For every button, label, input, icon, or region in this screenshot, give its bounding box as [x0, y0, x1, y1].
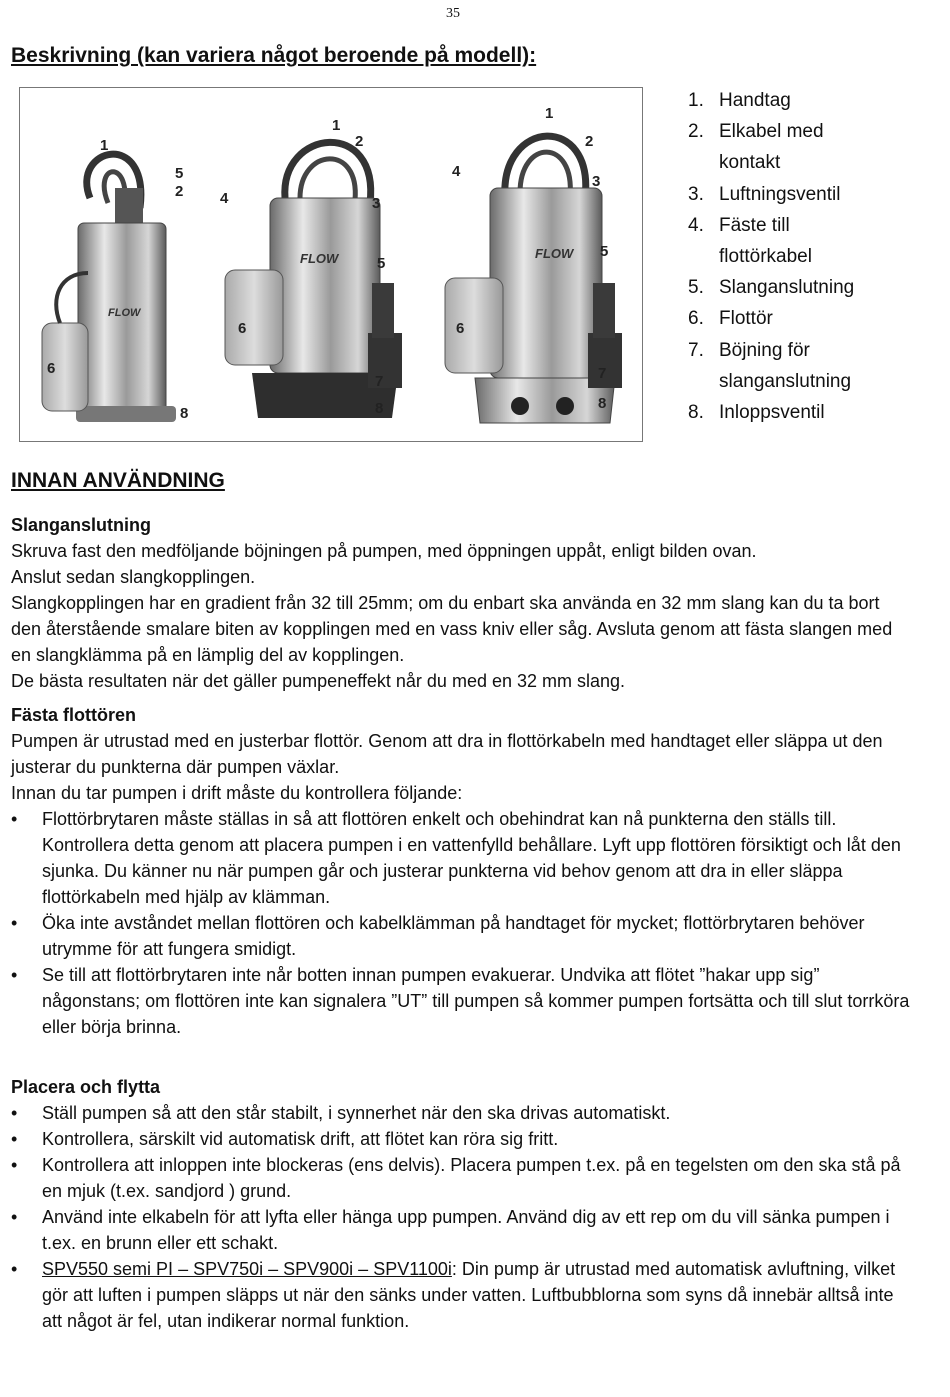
list-item: [11, 1100, 911, 1126]
legend-item: [688, 272, 879, 303]
list-item: [11, 910, 911, 962]
list-item-text: Använd inte elkabeln för att lyfta eller hänga upp pumpen. Använd dig av ett rep om du vill sänka pumpen i t.ex. en brunn eller ett schakt.: [42, 1207, 890, 1253]
legend-label: Böjning för slanganslutning: [719, 339, 852, 392]
list-item: [11, 962, 911, 1040]
legend-number: 2.: [688, 121, 704, 143]
callout-6c: 6: [456, 320, 465, 337]
callout-6: 6: [47, 360, 56, 377]
legend-number: 3.: [688, 183, 704, 205]
list-item: [11, 1204, 911, 1256]
float-paragraph-2: Innan du tar pumpen i drift måste du kontrollera följande:: [11, 783, 463, 803]
callout-3c: 3: [592, 173, 601, 190]
legend-number: 7.: [688, 339, 704, 361]
list-item-text: : Din pump är utrustad med automatisk avluftning, vilket gör att luften i pumpen släpps ut när den sänks under vatten. Luftbubblorna som syns då innebär alltså inte att något är fel, utan indikerar normal funktion.: [42, 1259, 896, 1331]
list-item-text: Ställ pumpen så att den står stabilt, i synnerhet när den ska drivas automatiskt.: [42, 1103, 671, 1123]
legend-item: [688, 335, 879, 397]
bullet-icon: •: [11, 1103, 18, 1123]
callout-4c: 4: [452, 163, 461, 180]
callout-5: 5: [175, 165, 184, 182]
parts-legend: [688, 85, 879, 428]
callout-2: 2: [175, 183, 184, 200]
float-heading: Fästa flottören: [11, 705, 137, 725]
placement-list: [11, 1100, 911, 1334]
callout-6b: 6: [238, 320, 247, 337]
bullet-icon: •: [11, 965, 18, 985]
legend-label: Luftningsventil: [719, 183, 841, 205]
legend-label: Flottör: [719, 308, 773, 330]
pump-1-brand: FLOW: [108, 307, 141, 319]
pump-2-brand: FLOW: [300, 251, 339, 266]
legend-number: 5.: [688, 277, 704, 299]
callout-8: 8: [180, 405, 189, 422]
callout-2c: 2: [585, 133, 594, 150]
legend-item: [688, 397, 879, 428]
callout-4b: 4: [220, 190, 229, 207]
legend-item: [688, 210, 879, 272]
list-item-text: Flottörbrytaren måste ställas in så att flottören enkelt och obehindrat kan nå punkterna den ställs till. Kontrollera detta genom att placera pumpen i en vattenfylld behållare. Lyft upp flottören försiktigt och låt den sjunka. Du känner nu när pumpen går och justerar punkterna vid behov genom att dra in eller släppa flottörkabeln med hjälp av klämman.: [42, 809, 901, 907]
list-item-text: Öka inte avståndet mellan flottören och kabelklämman på handtaget för mycket; flottörbrytaren behöver utrymme för att fungera smidigt.: [42, 913, 865, 959]
legend-item: [688, 179, 879, 210]
description-heading: Beskrivning (kan variera något beroende på modell):: [11, 44, 537, 67]
callout-1: 1: [100, 137, 109, 154]
legend-item: [688, 116, 879, 178]
hose-heading: Slanganslutning: [11, 515, 152, 535]
hose-paragraph-2: Anslut sedan slangkopplingen.: [11, 567, 256, 587]
callout-5c: 5: [600, 243, 609, 260]
callout-7b: 7: [375, 373, 384, 390]
callout-5b: 5: [377, 255, 386, 272]
callout-3b: 3: [372, 195, 381, 212]
list-item: [11, 1126, 911, 1152]
list-item: [11, 1256, 911, 1334]
list-item: [11, 806, 911, 910]
callout-8c: 8: [598, 395, 607, 412]
list-item-text: Kontrollera, särskilt vid automatisk drift, att flötet kan röra sig fritt.: [42, 1129, 559, 1149]
callout-1c: 1: [545, 105, 554, 122]
pump-3-brand: FLOW: [535, 246, 574, 261]
legend-number: 6.: [688, 308, 704, 330]
bullet-icon: •: [11, 1259, 18, 1279]
list-item-text: Se till att flottörbrytaren inte når botten innan pumpen evakuerar. Undvika att flötet ”hakar upp sig” någonstans; om flottören inte kan signalera ”UT” till pumpen så kommer pumpen fortsätta och till slut torrköra eller börja brinna.: [42, 965, 910, 1037]
legend-label: Inloppsventil: [719, 402, 825, 424]
instructions-body: [11, 512, 911, 1334]
hose-paragraph-3: Slangkopplingen har en gradient från 32 till 25mm; om du enbart ska använda en 32 mm slang kan du ta bort den återstående smalare biten av kopplingen med en vass kniv eller såg. Avsluta genom att fästa slangen med en slangklämma på en lämplig del av kopplingen.: [11, 593, 893, 665]
before-use-heading: INNAN ANVÄNDNING: [11, 469, 225, 492]
legend-label: Handtag: [719, 90, 791, 111]
bullet-icon: •: [11, 1207, 18, 1227]
legend-item: [688, 303, 879, 334]
callout-8b: 8: [375, 400, 384, 417]
legend-number: 1.: [688, 90, 704, 111]
legend-number: 8.: [688, 402, 704, 424]
hose-paragraph-1: Skruva fast den medföljande böjningen på pumpen, med öppningen uppåt, enligt bilden ovan.: [11, 541, 757, 561]
placement-heading: Placera och flytta: [11, 1077, 161, 1097]
legend-number: 4.: [688, 214, 704, 236]
legend-label: Fäste till flottörkabel: [719, 214, 812, 268]
legend-label: Elkabel med kontakt: [719, 121, 824, 174]
page-number: 35: [446, 6, 460, 21]
callout-1b: 1: [332, 117, 341, 134]
float-paragraph-1: Pumpen är utrustad med en justerbar flottör. Genom att dra in flottörkabeln med handtaget eller släppa ut den justerar du punkterna där pumpen växlar.: [11, 731, 883, 777]
callout-2b: 2: [355, 133, 364, 150]
bullet-icon: •: [11, 1129, 18, 1149]
bullet-icon: •: [11, 809, 18, 829]
float-checklist: [11, 806, 911, 1040]
legend-label: Slanganslutning: [719, 277, 855, 299]
bullet-icon: •: [11, 913, 18, 933]
list-item-text: Kontrollera att inloppen inte blockeras (ens delvis). Placera pumpen t.ex. på en tegelsten om den ska stå på en mjuk (t.ex. sandjord ) grund.: [42, 1155, 901, 1201]
model-list: SPV550 semi PI – SPV750i – SPV900i – SPV1100i: [42, 1259, 452, 1279]
callout-7c: 7: [598, 365, 607, 382]
bullet-icon: •: [11, 1155, 18, 1175]
pump-figure: [19, 87, 643, 442]
hose-paragraph-4: De bästa resultaten när det gäller pumpeneffekt når du med en 32 mm slang.: [11, 671, 626, 691]
legend-item: [688, 85, 879, 116]
pump-illustration: [20, 88, 642, 441]
list-item: [11, 1152, 911, 1204]
pump-1-drawing: [42, 154, 176, 422]
